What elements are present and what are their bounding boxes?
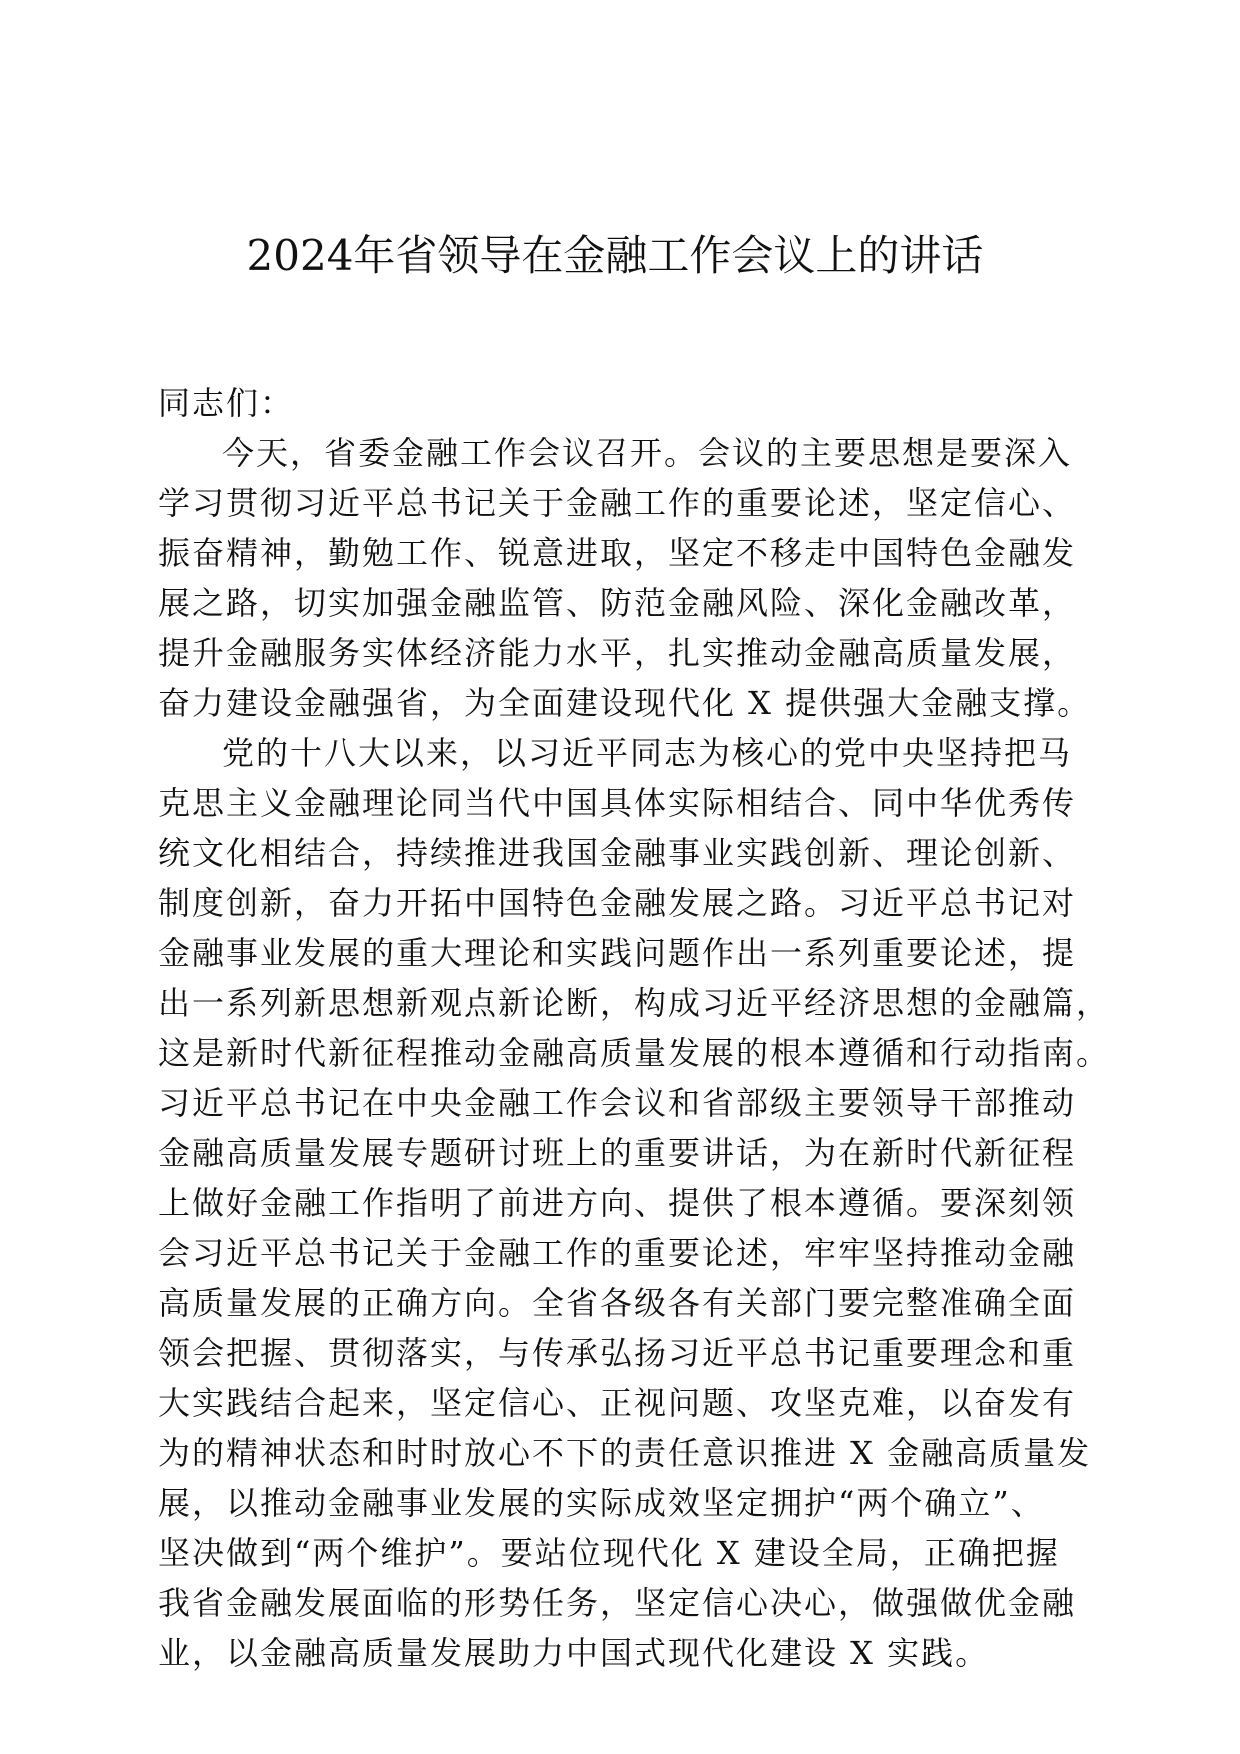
paragraph-line: 大实践结合起来，坚定信心、正视问题、攻坚克难，以奋发有 — [158, 1384, 1077, 1422]
paragraph-line: 党的十八大以来，以习近平同志为核心的党中央坚持把马 — [222, 734, 1073, 772]
paragraph-line: 会习近平总书记关于金融工作的重要论述，牢牢坚持推动金融 — [158, 1234, 1077, 1272]
paragraph-line: 习近平总书记在中央金融工作会议和省部级主要领导干部推动 — [158, 1084, 1077, 1122]
paragraph-line: 统文化相结合，持续推进我国金融事业实践创新、理论创新、 — [158, 834, 1077, 872]
paragraph-line: 今天，省委金融工作会议召开。会议的主要思想是要深入 — [222, 434, 1073, 472]
paragraph-line: 展之路，切实加强金融监管、防范金融风险、深化金融改革， — [158, 584, 1077, 622]
document-title: 2024年省领导在金融工作会议上的讲话 — [246, 231, 984, 280]
paragraph-line: 坚决做到“两个维护”。要站位现代化 X 建设全局，正确把握 — [158, 1534, 1060, 1572]
paragraph-line: 克思主义金融理论同当代中国具体实际相结合、同中华优秀传 — [158, 784, 1077, 822]
paragraph-1 — [158, 428, 1092, 728]
paragraph-line: 这是新时代新征程推动金融高质量发展的根本遵循和行动指南。 — [158, 1034, 1111, 1072]
paragraph-line: 我省金融发展面临的形势任务，坚定信心决心，做强做优金融 — [158, 1584, 1077, 1622]
paragraph-line: 为的精神状态和时时放心不下的责任意识推进 X 金融高质量发 — [158, 1434, 1092, 1472]
paragraph-line: 学习贯彻习近平总书记关于金融工作的重要论述，坚定信心、 — [158, 484, 1077, 522]
paragraph-line: 振奋精神，勤勉工作、锐意进取，坚定不移走中国特色金融发 — [158, 534, 1077, 572]
paragraph-line: 展，以推动金融事业发展的实际成效坚定拥护“两个确立”、 — [158, 1484, 1045, 1522]
salutation: 同志们： — [158, 384, 295, 422]
paragraph-line: 高质量发展的正确方向。全省各级各有关部门要完整准确全面 — [158, 1284, 1077, 1322]
paragraph-line: 提升金融服务实体经济能力水平，扎实推动金融高质量发展， — [158, 634, 1077, 672]
document-body — [158, 378, 1111, 1678]
paragraph-line: 领会把握、贯彻落实，与传承弘扬习近平总书记重要理念和重 — [158, 1334, 1077, 1372]
paragraph-line: 金融事业发展的重大理论和实践问题作出一系列重要论述，提 — [158, 934, 1077, 972]
paragraph-2 — [158, 728, 1111, 1678]
paragraph-line: 制度创新，奋力开拓中国特色金融发展之路。习近平总书记对 — [158, 884, 1077, 922]
paragraph-line: 上做好金融工作指明了前进方向、提供了根本遵循。要深刻领 — [158, 1184, 1077, 1222]
paragraph-line: 奋力建设金融强省，为全面建设现代化 X 提供强大金融支撑。 — [158, 684, 1092, 722]
paragraph-line: 金融高质量发展专题研讨班上的重要讲话，为在新时代新征程 — [158, 1134, 1077, 1172]
paragraph-line: 业，以金融高质量发展助力中国式现代化建设 X 实践。 — [158, 1634, 990, 1672]
paragraph-line: 出一系列新思想新观点新论断，构成习近平经济思想的金融篇， — [158, 984, 1111, 1022]
